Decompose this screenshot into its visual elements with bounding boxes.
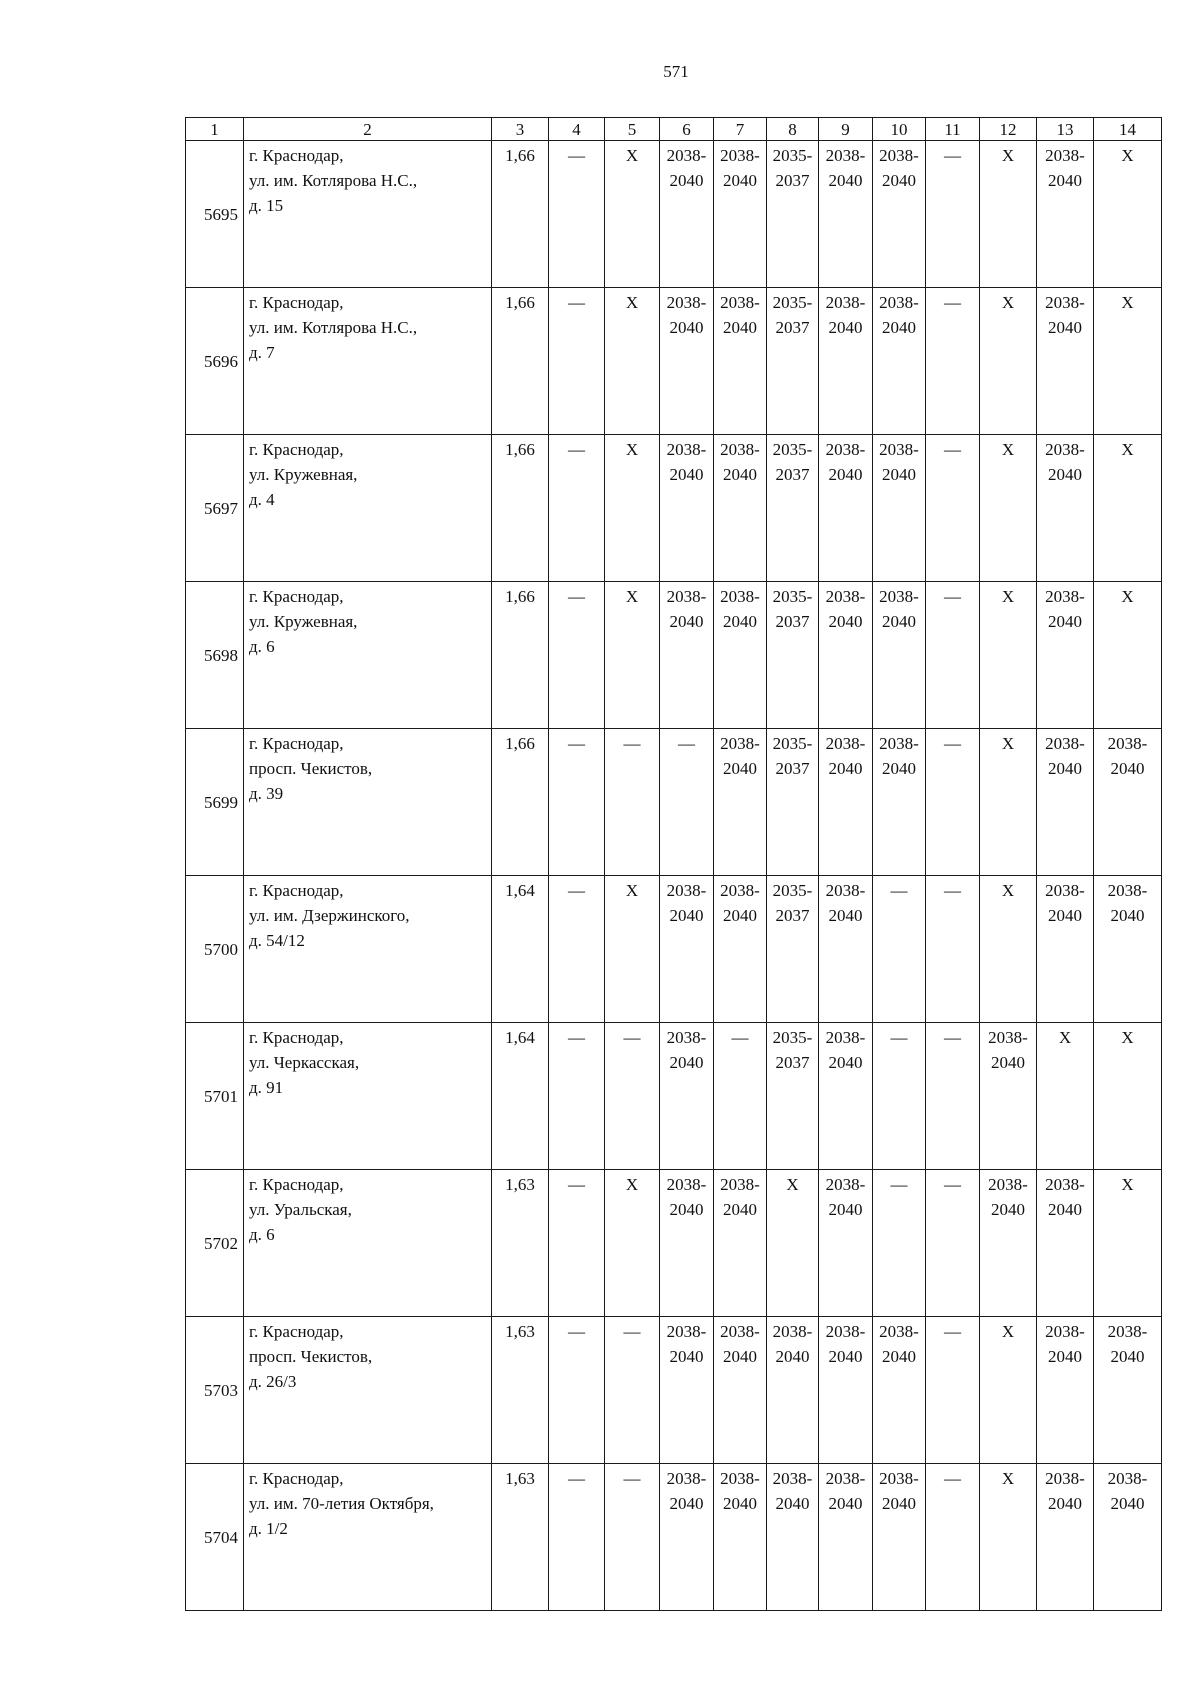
- value-cell-col-8: X: [767, 1170, 819, 1317]
- value-cell-col-9: 2038- 2040: [819, 876, 873, 1023]
- value-cell-col-13: X: [1037, 1023, 1094, 1170]
- value-cell-col-13: 2038- 2040: [1037, 876, 1094, 1023]
- value-cell-col-4: —: [549, 582, 605, 729]
- value-cell-col-13: 2038- 2040: [1037, 1464, 1094, 1611]
- column-header-11: 11: [926, 118, 980, 141]
- value-cell-col-10: 2038- 2040: [873, 729, 926, 876]
- value-cell-col-12: X: [980, 435, 1037, 582]
- address-line: г. Краснодар,: [249, 734, 344, 753]
- address-line: г. Краснодар,: [249, 1322, 344, 1341]
- value-cell-col-6: 2038- 2040: [660, 1317, 714, 1464]
- value-cell-col-13: 2038- 2040: [1037, 1317, 1094, 1464]
- value-cell-col-4: —: [549, 729, 605, 876]
- value-cell-col-4: —: [549, 876, 605, 1023]
- value-cell-col-4: —: [549, 1170, 605, 1317]
- value-cell-col-9: 2038- 2040: [819, 141, 873, 288]
- address-line: ул. Кружевная,: [249, 465, 358, 484]
- column-header-4: 4: [549, 118, 605, 141]
- value-cell-col-8: 2038- 2040: [767, 1317, 819, 1464]
- address-line: д. 4: [249, 490, 275, 509]
- value-cell-col-8: 2035- 2037: [767, 729, 819, 876]
- value-cell-col-9: 2038- 2040: [819, 1317, 873, 1464]
- row-number: 5697: [186, 435, 244, 582]
- address-cell: [244, 1170, 492, 1317]
- address-line: д. 1/2: [249, 1519, 288, 1538]
- address-line: г. Краснодар,: [249, 146, 344, 165]
- value-cell-col-3: 1,66: [492, 729, 549, 876]
- address-line: г. Краснодар,: [249, 881, 344, 900]
- row-number: 5695: [186, 141, 244, 288]
- value-cell-col-5: —: [605, 1317, 660, 1464]
- value-cell-col-7: 2038- 2040: [714, 729, 767, 876]
- value-cell-col-8: 2035- 2037: [767, 435, 819, 582]
- value-cell-col-8: 2035- 2037: [767, 876, 819, 1023]
- value-cell-col-11: —: [926, 1023, 980, 1170]
- address-cell: [244, 582, 492, 729]
- address-line: ул. Уральская,: [249, 1200, 352, 1219]
- value-cell-col-10: 2038- 2040: [873, 1464, 926, 1611]
- page-number: 571: [663, 62, 689, 81]
- value-cell-col-8: 2038- 2040: [767, 1464, 819, 1611]
- value-cell-col-7: 2038- 2040: [714, 435, 767, 582]
- column-header-8: 8: [767, 118, 819, 141]
- value-cell-col-3: 1,64: [492, 876, 549, 1023]
- value-cell-col-10: 2038- 2040: [873, 582, 926, 729]
- column-header-5: 5: [605, 118, 660, 141]
- column-header-14: 14: [1094, 118, 1162, 141]
- value-cell-col-11: —: [926, 1464, 980, 1611]
- address-cell: [244, 1317, 492, 1464]
- value-cell-col-13: 2038- 2040: [1037, 582, 1094, 729]
- address-cell: [244, 1464, 492, 1611]
- value-cell-col-10: 2038- 2040: [873, 288, 926, 435]
- column-header-12: 12: [980, 118, 1037, 141]
- value-cell-col-14: X: [1094, 1170, 1162, 1317]
- address-cell: [244, 1023, 492, 1170]
- value-cell-col-12: X: [980, 288, 1037, 435]
- value-cell-col-4: —: [549, 141, 605, 288]
- address-cell: [244, 288, 492, 435]
- address-line: д. 91: [249, 1078, 284, 1097]
- address-line: ул. им. Котлярова Н.С.,: [249, 171, 418, 190]
- registry-table: [185, 117, 1162, 1611]
- value-cell-col-5: X: [605, 435, 660, 582]
- value-cell-col-3: 1,63: [492, 1170, 549, 1317]
- table-row: [186, 1317, 1162, 1464]
- value-cell-col-12: X: [980, 1317, 1037, 1464]
- value-cell-col-14: 2038- 2040: [1094, 876, 1162, 1023]
- value-cell-col-5: X: [605, 876, 660, 1023]
- value-cell-col-5: —: [605, 1023, 660, 1170]
- column-header-9: 9: [819, 118, 873, 141]
- value-cell-col-9: 2038- 2040: [819, 288, 873, 435]
- table-row: [186, 729, 1162, 876]
- table-row: [186, 1023, 1162, 1170]
- value-cell-col-5: —: [605, 1464, 660, 1611]
- value-cell-col-6: 2038- 2040: [660, 876, 714, 1023]
- row-number: 5702: [186, 1170, 244, 1317]
- value-cell-col-4: —: [549, 1317, 605, 1464]
- value-cell-col-12: X: [980, 582, 1037, 729]
- value-cell-col-12: X: [980, 876, 1037, 1023]
- address-line: д. 7: [249, 343, 275, 362]
- value-cell-col-10: 2038- 2040: [873, 1317, 926, 1464]
- value-cell-col-12: X: [980, 1464, 1037, 1611]
- value-cell-col-13: 2038- 2040: [1037, 1170, 1094, 1317]
- address-line: ул. им. Дзержинского,: [249, 906, 410, 925]
- address-cell: [244, 729, 492, 876]
- address-line: просп. Чекистов,: [249, 1347, 373, 1366]
- value-cell-col-9: 2038- 2040: [819, 1464, 873, 1611]
- address-line: г. Краснодар,: [249, 1028, 344, 1047]
- column-header-2: 2: [244, 118, 492, 141]
- value-cell-col-11: —: [926, 141, 980, 288]
- value-cell-col-12: X: [980, 141, 1037, 288]
- row-number: 5700: [186, 876, 244, 1023]
- value-cell-col-6: 2038- 2040: [660, 435, 714, 582]
- row-number: 5704: [186, 1464, 244, 1611]
- value-cell-col-9: 2038- 2040: [819, 1170, 873, 1317]
- address-line: д. 39: [249, 784, 284, 803]
- column-header-3: 3: [492, 118, 549, 141]
- value-cell-col-9: 2038- 2040: [819, 435, 873, 582]
- value-cell-col-5: X: [605, 288, 660, 435]
- table-body: [186, 118, 1162, 1611]
- value-cell-col-9: 2038- 2040: [819, 1023, 873, 1170]
- row-number: 5699: [186, 729, 244, 876]
- value-cell-col-5: X: [605, 141, 660, 288]
- address-line: г. Краснодар,: [249, 293, 344, 312]
- value-cell-col-14: X: [1094, 435, 1162, 582]
- table-row: [186, 876, 1162, 1023]
- value-cell-col-5: X: [605, 1170, 660, 1317]
- address-line: г. Краснодар,: [249, 440, 344, 459]
- column-header-10: 10: [873, 118, 926, 141]
- value-cell-col-4: —: [549, 1023, 605, 1170]
- column-header-13: 13: [1037, 118, 1094, 141]
- value-cell-col-3: 1,66: [492, 435, 549, 582]
- value-cell-col-3: 1,64: [492, 1023, 549, 1170]
- value-cell-col-6: 2038- 2040: [660, 1464, 714, 1611]
- value-cell-col-7: 2038- 2040: [714, 1170, 767, 1317]
- address-line: г. Краснодар,: [249, 587, 344, 606]
- address-line: д. 54/12: [249, 931, 305, 950]
- header-row: [186, 118, 1162, 141]
- column-header-7: 7: [714, 118, 767, 141]
- column-header-1: 1: [186, 118, 244, 141]
- value-cell-col-10: —: [873, 1170, 926, 1317]
- table-row: [186, 141, 1162, 288]
- value-cell-col-11: —: [926, 288, 980, 435]
- address-line: ул. им. Котлярова Н.С.,: [249, 318, 418, 337]
- value-cell-col-11: —: [926, 1317, 980, 1464]
- value-cell-col-11: —: [926, 582, 980, 729]
- value-cell-col-14: X: [1094, 582, 1162, 729]
- address-cell: [244, 141, 492, 288]
- value-cell-col-14: X: [1094, 141, 1162, 288]
- column-header-6: 6: [660, 118, 714, 141]
- row-number: 5703: [186, 1317, 244, 1464]
- row-number: 5698: [186, 582, 244, 729]
- value-cell-col-3: 1,63: [492, 1317, 549, 1464]
- value-cell-col-13: 2038- 2040: [1037, 141, 1094, 288]
- value-cell-col-9: 2038- 2040: [819, 582, 873, 729]
- value-cell-col-5: X: [605, 582, 660, 729]
- address-line: д. 6: [249, 637, 275, 656]
- value-cell-col-7: 2038- 2040: [714, 876, 767, 1023]
- table-row: [186, 1464, 1162, 1611]
- table-row: [186, 288, 1162, 435]
- value-cell-col-7: 2038- 2040: [714, 141, 767, 288]
- value-cell-col-10: 2038- 2040: [873, 435, 926, 582]
- value-cell-col-7: 2038- 2040: [714, 1317, 767, 1464]
- value-cell-col-7: 2038- 2040: [714, 582, 767, 729]
- value-cell-col-14: 2038- 2040: [1094, 1464, 1162, 1611]
- value-cell-col-3: 1,63: [492, 1464, 549, 1611]
- address-line: г. Краснодар,: [249, 1469, 344, 1488]
- value-cell-col-14: 2038- 2040: [1094, 1317, 1162, 1464]
- value-cell-col-11: —: [926, 1170, 980, 1317]
- value-cell-col-8: 2035- 2037: [767, 1023, 819, 1170]
- address-cell: [244, 435, 492, 582]
- value-cell-col-14: 2038- 2040: [1094, 729, 1162, 876]
- value-cell-col-12: 2038- 2040: [980, 1023, 1037, 1170]
- value-cell-col-12: 2038- 2040: [980, 1170, 1037, 1317]
- value-cell-col-7: 2038- 2040: [714, 1464, 767, 1611]
- table-row: [186, 582, 1162, 729]
- value-cell-col-12: X: [980, 729, 1037, 876]
- value-cell-col-4: —: [549, 435, 605, 582]
- value-cell-col-10: 2038- 2040: [873, 141, 926, 288]
- value-cell-col-3: 1,66: [492, 582, 549, 729]
- address-line: ул. Черкасская,: [249, 1053, 360, 1072]
- value-cell-col-9: 2038- 2040: [819, 729, 873, 876]
- value-cell-col-11: —: [926, 435, 980, 582]
- value-cell-col-8: 2035- 2037: [767, 288, 819, 435]
- address-line: просп. Чекистов,: [249, 759, 373, 778]
- value-cell-col-8: 2035- 2037: [767, 582, 819, 729]
- value-cell-col-4: —: [549, 288, 605, 435]
- value-cell-col-14: X: [1094, 1023, 1162, 1170]
- value-cell-col-3: 1,66: [492, 141, 549, 288]
- row-number: 5696: [186, 288, 244, 435]
- value-cell-col-14: X: [1094, 288, 1162, 435]
- value-cell-col-7: —: [714, 1023, 767, 1170]
- value-cell-col-10: —: [873, 1023, 926, 1170]
- value-cell-col-13: 2038- 2040: [1037, 288, 1094, 435]
- address-line: д. 15: [249, 196, 284, 215]
- value-cell-col-8: 2035- 2037: [767, 141, 819, 288]
- table-row: [186, 1170, 1162, 1317]
- value-cell-col-6: —: [660, 729, 714, 876]
- value-cell-col-13: 2038- 2040: [1037, 435, 1094, 582]
- value-cell-col-11: —: [926, 729, 980, 876]
- value-cell-col-3: 1,66: [492, 288, 549, 435]
- value-cell-col-7: 2038- 2040: [714, 288, 767, 435]
- value-cell-col-6: 2038- 2040: [660, 141, 714, 288]
- address-line: д. 26/3: [249, 1372, 297, 1391]
- row-number: 5701: [186, 1023, 244, 1170]
- value-cell-col-4: —: [549, 1464, 605, 1611]
- value-cell-col-6: 2038- 2040: [660, 1023, 714, 1170]
- value-cell-col-11: —: [926, 876, 980, 1023]
- address-line: г. Краснодар,: [249, 1175, 344, 1194]
- value-cell-col-6: 2038- 2040: [660, 288, 714, 435]
- value-cell-col-6: 2038- 2040: [660, 582, 714, 729]
- value-cell-col-13: 2038- 2040: [1037, 729, 1094, 876]
- address-line: ул. Кружевная,: [249, 612, 358, 631]
- value-cell-col-5: —: [605, 729, 660, 876]
- address-cell: [244, 876, 492, 1023]
- table-row: [186, 435, 1162, 582]
- address-line: ул. им. 70-летия Октября,: [249, 1494, 434, 1513]
- value-cell-col-10: —: [873, 876, 926, 1023]
- address-line: д. 6: [249, 1225, 275, 1244]
- value-cell-col-6: 2038- 2040: [660, 1170, 714, 1317]
